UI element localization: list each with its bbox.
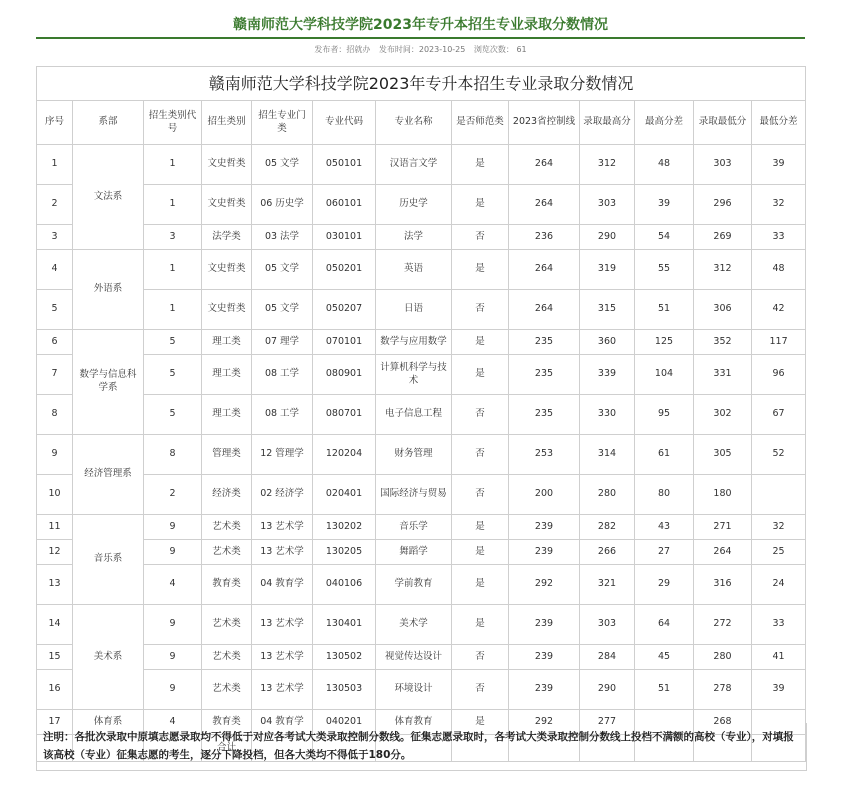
cell-code: 3: [144, 225, 202, 250]
cell-min: 352: [694, 330, 752, 355]
cell-control: 235: [509, 395, 580, 435]
cell-no: 5: [37, 290, 73, 330]
cell-normal: 是: [452, 250, 509, 290]
cell-major: 美术学: [376, 605, 452, 645]
header-cell: 招生专业门类: [252, 101, 313, 145]
cell-major-code: 120204: [313, 435, 376, 475]
cell-no: 2: [37, 185, 73, 225]
total-label: 合计: [202, 735, 252, 762]
cell-max-diff: 39: [635, 185, 694, 225]
cell-discipline: 04 教育学: [252, 565, 313, 605]
cell-no: 14: [37, 605, 73, 645]
cell-code: 4: [144, 565, 202, 605]
cell-max-diff: 64: [635, 605, 694, 645]
cell-min-diff: 33: [752, 605, 806, 645]
cell-code: 9: [144, 670, 202, 710]
article-title: 赣南师范大学科技学院2023年专升本招生专业录取分数情况: [233, 17, 608, 33]
cell-code: 9: [144, 515, 202, 540]
cell-category: 艺术类: [202, 605, 252, 645]
cell-max-diff: 54: [635, 225, 694, 250]
header-cell: 招生类别代号: [144, 101, 202, 145]
cell-max-diff: 95: [635, 395, 694, 435]
table-title: 赣南师范大学科技学院2023年专升本招生专业录取分数情况: [37, 67, 806, 101]
cell-category: 文史哲类: [202, 145, 252, 185]
cell-category: 艺术类: [202, 645, 252, 670]
cell-major: 环境设计: [376, 670, 452, 710]
header-cell: 2023省控制线: [509, 101, 580, 145]
cell-control: 292: [509, 565, 580, 605]
cell-min: 305: [694, 435, 752, 475]
cell-category: 艺术类: [202, 515, 252, 540]
cell-discipline: 13 艺术学: [252, 645, 313, 670]
cell-normal: 是: [452, 710, 509, 735]
cell-min: 302: [694, 395, 752, 435]
cell-category: 艺术类: [202, 670, 252, 710]
header-cell: 系部: [73, 101, 144, 145]
cell-category: 艺术类: [202, 540, 252, 565]
cell-max: 290: [580, 225, 635, 250]
table-row: [37, 605, 806, 645]
cell-normal: 是: [452, 330, 509, 355]
cell-no: 4: [37, 250, 73, 290]
cell-normal: 否: [452, 435, 509, 475]
cell-min-diff: 39: [752, 145, 806, 185]
cell-major: 汉语言文学: [376, 145, 452, 185]
cell-max: 330: [580, 395, 635, 435]
cell-code: 9: [144, 540, 202, 565]
header-cell: 录取最低分: [694, 101, 752, 145]
cell-max: 321: [580, 565, 635, 605]
cell-major-code: 130503: [313, 670, 376, 710]
cell-control: 239: [509, 605, 580, 645]
cell-code: 9: [144, 645, 202, 670]
cell-max: 360: [580, 330, 635, 355]
cell-major: 英语: [376, 250, 452, 290]
cell-category: 教育类: [202, 710, 252, 735]
table-row: [37, 250, 806, 290]
cell-category: 理工类: [202, 330, 252, 355]
cell-major-code: 130202: [313, 515, 376, 540]
cell-max-diff: 48: [635, 145, 694, 185]
cell-category: 教育类: [202, 565, 252, 605]
cell-major-code: 130401: [313, 605, 376, 645]
cell-max-diff: 125: [635, 330, 694, 355]
cell-major: 日语: [376, 290, 452, 330]
cell-max: 280: [580, 475, 635, 515]
department-cell: 音乐系: [73, 515, 144, 605]
cell-min: 316: [694, 565, 752, 605]
cell-normal: 否: [452, 475, 509, 515]
table-row: [37, 515, 806, 540]
cell-major-code: 080701: [313, 395, 376, 435]
cell-no: 10: [37, 475, 73, 515]
cell-min-diff: 48: [752, 250, 806, 290]
cell-discipline: 06 历史学: [252, 185, 313, 225]
cell-no: 6: [37, 330, 73, 355]
cell-min: 303: [694, 145, 752, 185]
table-row: [37, 395, 806, 435]
cell-control: 239: [509, 540, 580, 565]
cell-max-diff: 51: [635, 290, 694, 330]
cell-max: 312: [580, 145, 635, 185]
cell-category: 经济类: [202, 475, 252, 515]
table-row: [37, 225, 806, 250]
cell-max-diff: 104: [635, 355, 694, 395]
cell-min-diff: 67: [752, 395, 806, 435]
cell-max: 277: [580, 710, 635, 735]
cell-code: 1: [144, 145, 202, 185]
cell-no: 7: [37, 355, 73, 395]
cell-discipline: 07 理学: [252, 330, 313, 355]
cell-no: 17: [37, 710, 73, 735]
cell-normal: 是: [452, 540, 509, 565]
cell-min: 269: [694, 225, 752, 250]
cell-max: 315: [580, 290, 635, 330]
cell-discipline: 08 工学: [252, 355, 313, 395]
cell-min: 331: [694, 355, 752, 395]
cell-major-code: 060101: [313, 185, 376, 225]
cell-discipline: 05 文学: [252, 250, 313, 290]
cell-control: 239: [509, 645, 580, 670]
cell-no: 3: [37, 225, 73, 250]
cell-min: 271: [694, 515, 752, 540]
cell-control: 239: [509, 670, 580, 710]
table-row: [37, 290, 806, 330]
header-row: [37, 101, 806, 145]
cell-category: 文史哲类: [202, 185, 252, 225]
cell-control: 264: [509, 145, 580, 185]
cell-max-diff: 45: [635, 645, 694, 670]
admission-scores-table: [36, 66, 806, 762]
cell-control: 264: [509, 185, 580, 225]
header-cell: 专业名称: [376, 101, 452, 145]
header-cell: 专业代码: [313, 101, 376, 145]
table-row: [37, 435, 806, 475]
cell-control: 235: [509, 355, 580, 395]
cell-min: 278: [694, 670, 752, 710]
cell-discipline: 02 经济学: [252, 475, 313, 515]
cell-normal: 否: [452, 670, 509, 710]
meta-time: 发布时间：2023-10-25: [378, 45, 466, 54]
cell-major: 学前教育: [376, 565, 452, 605]
table-row: [37, 540, 806, 565]
cell-code: 8: [144, 435, 202, 475]
cell-control: 236: [509, 225, 580, 250]
cell-discipline: 08 工学: [252, 395, 313, 435]
table-row: [37, 645, 806, 670]
cell-discipline: 03 法学: [252, 225, 313, 250]
cell-category: 理工类: [202, 395, 252, 435]
department-cell: 体育系: [73, 710, 144, 735]
cell-code: 5: [144, 355, 202, 395]
cell-control: 235: [509, 330, 580, 355]
cell-major-code: 130205: [313, 540, 376, 565]
cell-major: 音乐学: [376, 515, 452, 540]
cell-no: 13: [37, 565, 73, 605]
cell-min: 296: [694, 185, 752, 225]
table-row: [37, 330, 806, 355]
cell-max: 303: [580, 605, 635, 645]
cell-no: 1: [37, 145, 73, 185]
table-row: [37, 475, 806, 515]
header-cell: 录取最高分: [580, 101, 635, 145]
cell-control: 264: [509, 250, 580, 290]
cell-max-diff: 61: [635, 435, 694, 475]
cell-major: 国际经济与贸易: [376, 475, 452, 515]
cell-min-diff: 25: [752, 540, 806, 565]
table-row: [37, 670, 806, 710]
cell-no: 11: [37, 515, 73, 540]
cell-major-code: 050207: [313, 290, 376, 330]
cell-max: 290: [580, 670, 635, 710]
cell-category: 法学类: [202, 225, 252, 250]
cell-min-diff: 39: [752, 670, 806, 710]
cell-no: 9: [37, 435, 73, 475]
cell-no: 15: [37, 645, 73, 670]
cell-code: 9: [144, 605, 202, 645]
cell-max-diff: 55: [635, 250, 694, 290]
cell-no: 12: [37, 540, 73, 565]
cell-max: 303: [580, 185, 635, 225]
cell-min-diff: 52: [752, 435, 806, 475]
cell-max: 284: [580, 645, 635, 670]
cell-major: 数学与应用数学: [376, 330, 452, 355]
cell-min: 268: [694, 710, 752, 735]
cell-category: 理工类: [202, 355, 252, 395]
cell-min-diff: 41: [752, 645, 806, 670]
meta-views: 浏览次数： 61: [473, 45, 527, 54]
table-row: [37, 145, 806, 185]
department-cell: 美术系: [73, 605, 144, 710]
cell-min-diff: 32: [752, 515, 806, 540]
cell-control: 292: [509, 710, 580, 735]
title-divider: [36, 37, 805, 39]
cell-max-diff: 80: [635, 475, 694, 515]
cell-normal: 是: [452, 605, 509, 645]
cell-min-diff: 117: [752, 330, 806, 355]
cell-major-code: 020401: [313, 475, 376, 515]
header-cell: 是否师范类: [452, 101, 509, 145]
cell-min-diff: 32: [752, 185, 806, 225]
cell-discipline: 05 文学: [252, 290, 313, 330]
cell-no: 8: [37, 395, 73, 435]
table-row: [37, 565, 806, 605]
cell-major-code: 040201: [313, 710, 376, 735]
header-cell: 最低分差: [752, 101, 806, 145]
cell-max-diff: 29: [635, 565, 694, 605]
cell-max: 314: [580, 435, 635, 475]
cell-major-code: 070101: [313, 330, 376, 355]
cell-max: 339: [580, 355, 635, 395]
admission-note: 注明：各批次录取中原填志愿录取均不得低于对应各考试大类录取控制分数线。征集志愿录取时，各考试大类录取控制分数线上投档不满额的高校（专业），对填报该高校（专业）征集志愿的考生，逐分下降投档，但各大类均不得低于180分。: [36, 723, 807, 771]
meta-publisher: 发布者：招就办: [314, 45, 371, 54]
cell-major: 法学: [376, 225, 452, 250]
table-row: [37, 355, 806, 395]
cell-max-diff: 51: [635, 670, 694, 710]
cell-min-diff: 24: [752, 565, 806, 605]
cell-min-diff: 33: [752, 225, 806, 250]
cell-normal: 是: [452, 185, 509, 225]
cell-major: 财务管理: [376, 435, 452, 475]
cell-normal: 否: [452, 225, 509, 250]
cell-major-code: 030101: [313, 225, 376, 250]
cell-code: 1: [144, 185, 202, 225]
department-cell: 外语系: [73, 250, 144, 330]
cell-major-code: 050101: [313, 145, 376, 185]
cell-major-code: 130502: [313, 645, 376, 670]
department-cell: 经济管理系: [73, 435, 144, 515]
cell-normal: 是: [452, 145, 509, 185]
header-cell: 最高分差: [635, 101, 694, 145]
cell-min-diff: [752, 475, 806, 515]
header-cell: 招生类别: [202, 101, 252, 145]
cell-control: 264: [509, 290, 580, 330]
cell-major: 电子信息工程: [376, 395, 452, 435]
cell-major-code: 050201: [313, 250, 376, 290]
cell-category: 文史哲类: [202, 250, 252, 290]
cell-category: 文史哲类: [202, 290, 252, 330]
cell-no: 16: [37, 670, 73, 710]
cell-discipline: 12 管理学: [252, 435, 313, 475]
cell-major: 视觉传达设计: [376, 645, 452, 670]
cell-discipline: 04 教育学: [252, 710, 313, 735]
cell-max: 282: [580, 515, 635, 540]
cell-max: 266: [580, 540, 635, 565]
cell-major: 计算机科学与技术: [376, 355, 452, 395]
cell-code: 1: [144, 290, 202, 330]
header-cell: 序号: [37, 101, 73, 145]
cell-major-code: 040106: [313, 565, 376, 605]
department-cell: 文法系: [73, 145, 144, 250]
cell-normal: 否: [452, 290, 509, 330]
cell-min: 280: [694, 645, 752, 670]
cell-max-diff: 27: [635, 540, 694, 565]
cell-min: 306: [694, 290, 752, 330]
cell-max-diff: 43: [635, 515, 694, 540]
cell-min: 264: [694, 540, 752, 565]
cell-code: 2: [144, 475, 202, 515]
department-cell: 数学与信息科学系: [73, 330, 144, 435]
cell-min-diff: 96: [752, 355, 806, 395]
cell-discipline: 13 艺术学: [252, 540, 313, 565]
cell-min-diff: 42: [752, 290, 806, 330]
cell-code: 5: [144, 395, 202, 435]
cell-discipline: 13 艺术学: [252, 670, 313, 710]
cell-major-code: 080901: [313, 355, 376, 395]
cell-major: 体育教育: [376, 710, 452, 735]
cell-major: 舞蹈学: [376, 540, 452, 565]
cell-code: 1: [144, 250, 202, 290]
cell-category: 管理类: [202, 435, 252, 475]
cell-normal: 是: [452, 355, 509, 395]
cell-control: 239: [509, 515, 580, 540]
cell-major: 历史学: [376, 185, 452, 225]
cell-code: 5: [144, 330, 202, 355]
cell-discipline: 13 艺术学: [252, 515, 313, 540]
table-row: [37, 185, 806, 225]
cell-normal: 是: [452, 565, 509, 605]
cell-discipline: 05 文学: [252, 145, 313, 185]
cell-normal: 否: [452, 645, 509, 670]
cell-min: 312: [694, 250, 752, 290]
cell-min: 272: [694, 605, 752, 645]
cell-discipline: 13 艺术学: [252, 605, 313, 645]
cell-code: 4: [144, 710, 202, 735]
cell-control: 200: [509, 475, 580, 515]
cell-max: 319: [580, 250, 635, 290]
cell-control: 253: [509, 435, 580, 475]
cell-normal: 是: [452, 515, 509, 540]
article-meta: [0, 44, 841, 55]
cell-normal: 否: [452, 395, 509, 435]
cell-min: 180: [694, 475, 752, 515]
